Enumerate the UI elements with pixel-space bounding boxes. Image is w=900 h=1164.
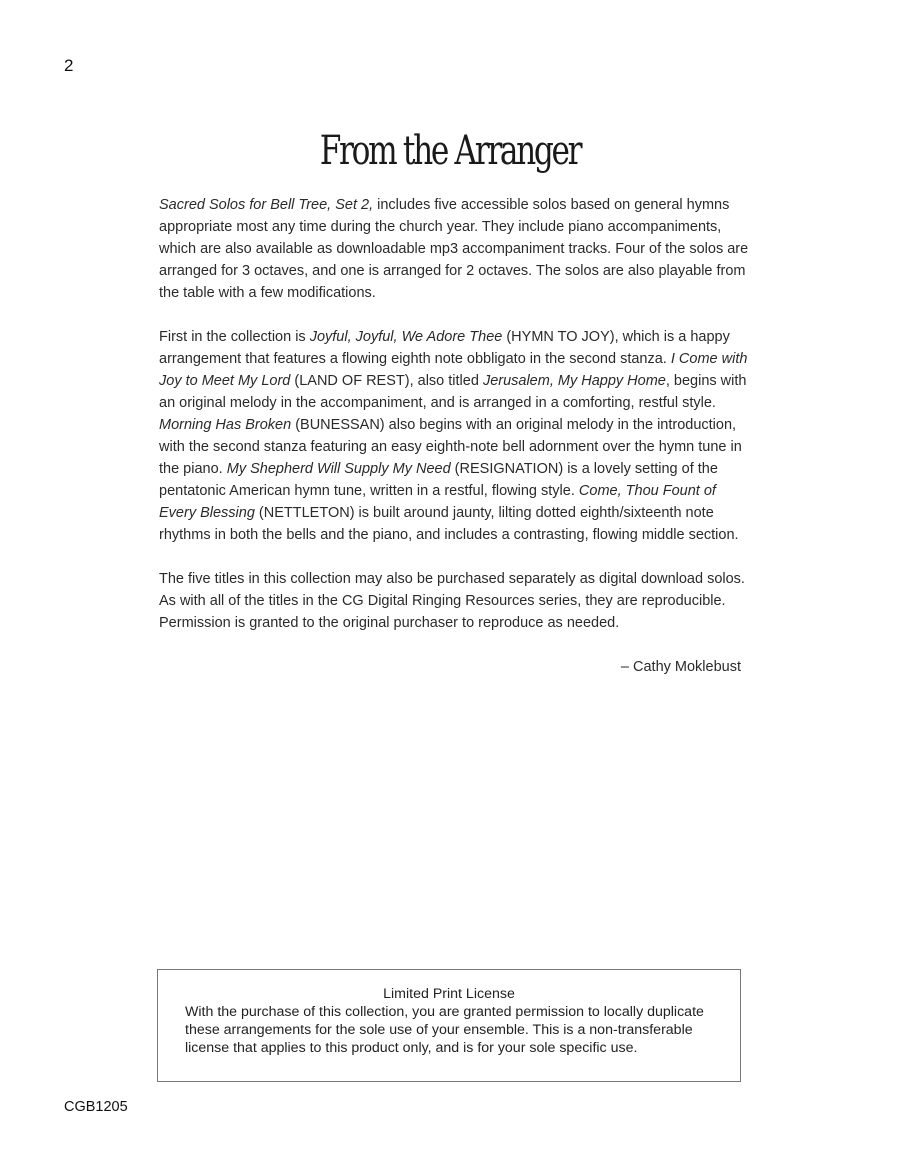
license-text: With the purchase of this collection, you are granted permission to locally duplicate these arrangements for the sole use of your ensemble. This is a non-transferable license that applies to this product only, and is for your sole specific use.	[185, 1004, 704, 1056]
page-title: From the Arranger	[319, 128, 581, 174]
hymn-title: My Shepherd Will Supply My Need	[226, 461, 451, 477]
page-number: 2	[64, 56, 74, 75]
hymn-title: Joyful, Joyful, We Adore Thee	[309, 329, 503, 345]
hymn-title: Morning Has Broken	[159, 417, 292, 433]
arranger-signature: – Cathy Moklebust	[620, 659, 741, 675]
arranger-notes	[159, 194, 749, 700]
hymn-title: I Come with Joy to Meet My Lord	[159, 351, 748, 389]
reproduction-paragraph: The five titles in this collection may also be purchased separately as digital download solos. As with all of the titles in the CG Digital Ringing Resources series, they are reproducible. Permission is granted to the original purchaser to reproduce as needed.	[159, 571, 745, 631]
hymn-title: Come, Thou Fount of Every Blessing	[159, 483, 716, 521]
intro-paragraph: Sacred Solos for Bell Tree, Set 2, includes five accessible solos based on general hymns appropriate most any time during the church year. They include piano accompaniments, which are also available as downloadable mp3 accompaniment tracks. Four of the solos are arranged for 3 octaves, and one is arranged for 2 octaves. The solos are also playable from the table with a few modifications.	[159, 197, 749, 301]
license-box	[157, 969, 741, 1082]
hymn-title: Jerusalem, My Happy Home	[482, 373, 666, 389]
collection-title: Sacred Solos for Bell Tree, Set 2,	[159, 197, 374, 213]
catalog-code: CGB1205	[64, 1099, 128, 1115]
license-title: Limited Print License	[383, 986, 515, 1002]
solos-paragraph: First in the collection is Joyful, Joyful, We Adore Thee (HYMN TO JOY), which is a happy arrangement that features a flowing eighth note obbligato in the second stanza. I Come with Joy to Meet My Lord (LAND OF REST), also titled Jerusalem, My Happy Home, begins with an original melody in the accompaniment, and is arranged in a comforting, restful style. Morning Has Broken (BUNESSAN) also begins with an original melody in the introduction, with the second stanza featuring an easy eighth-note bell adornment over the hymn tune in the piano. My Shepherd Will Supply My Need (RESIGNATION) is a lovely setting of the pentatonic American hymn tune, written in a restful, flowing style. Come, Thou Fount of Every Blessing (NETTLETON) is built around jaunty, lilting dotted eighth/sixteenth note rhythms in both the bells and the piano, and includes a contrasting, flowing middle section.	[159, 329, 748, 543]
